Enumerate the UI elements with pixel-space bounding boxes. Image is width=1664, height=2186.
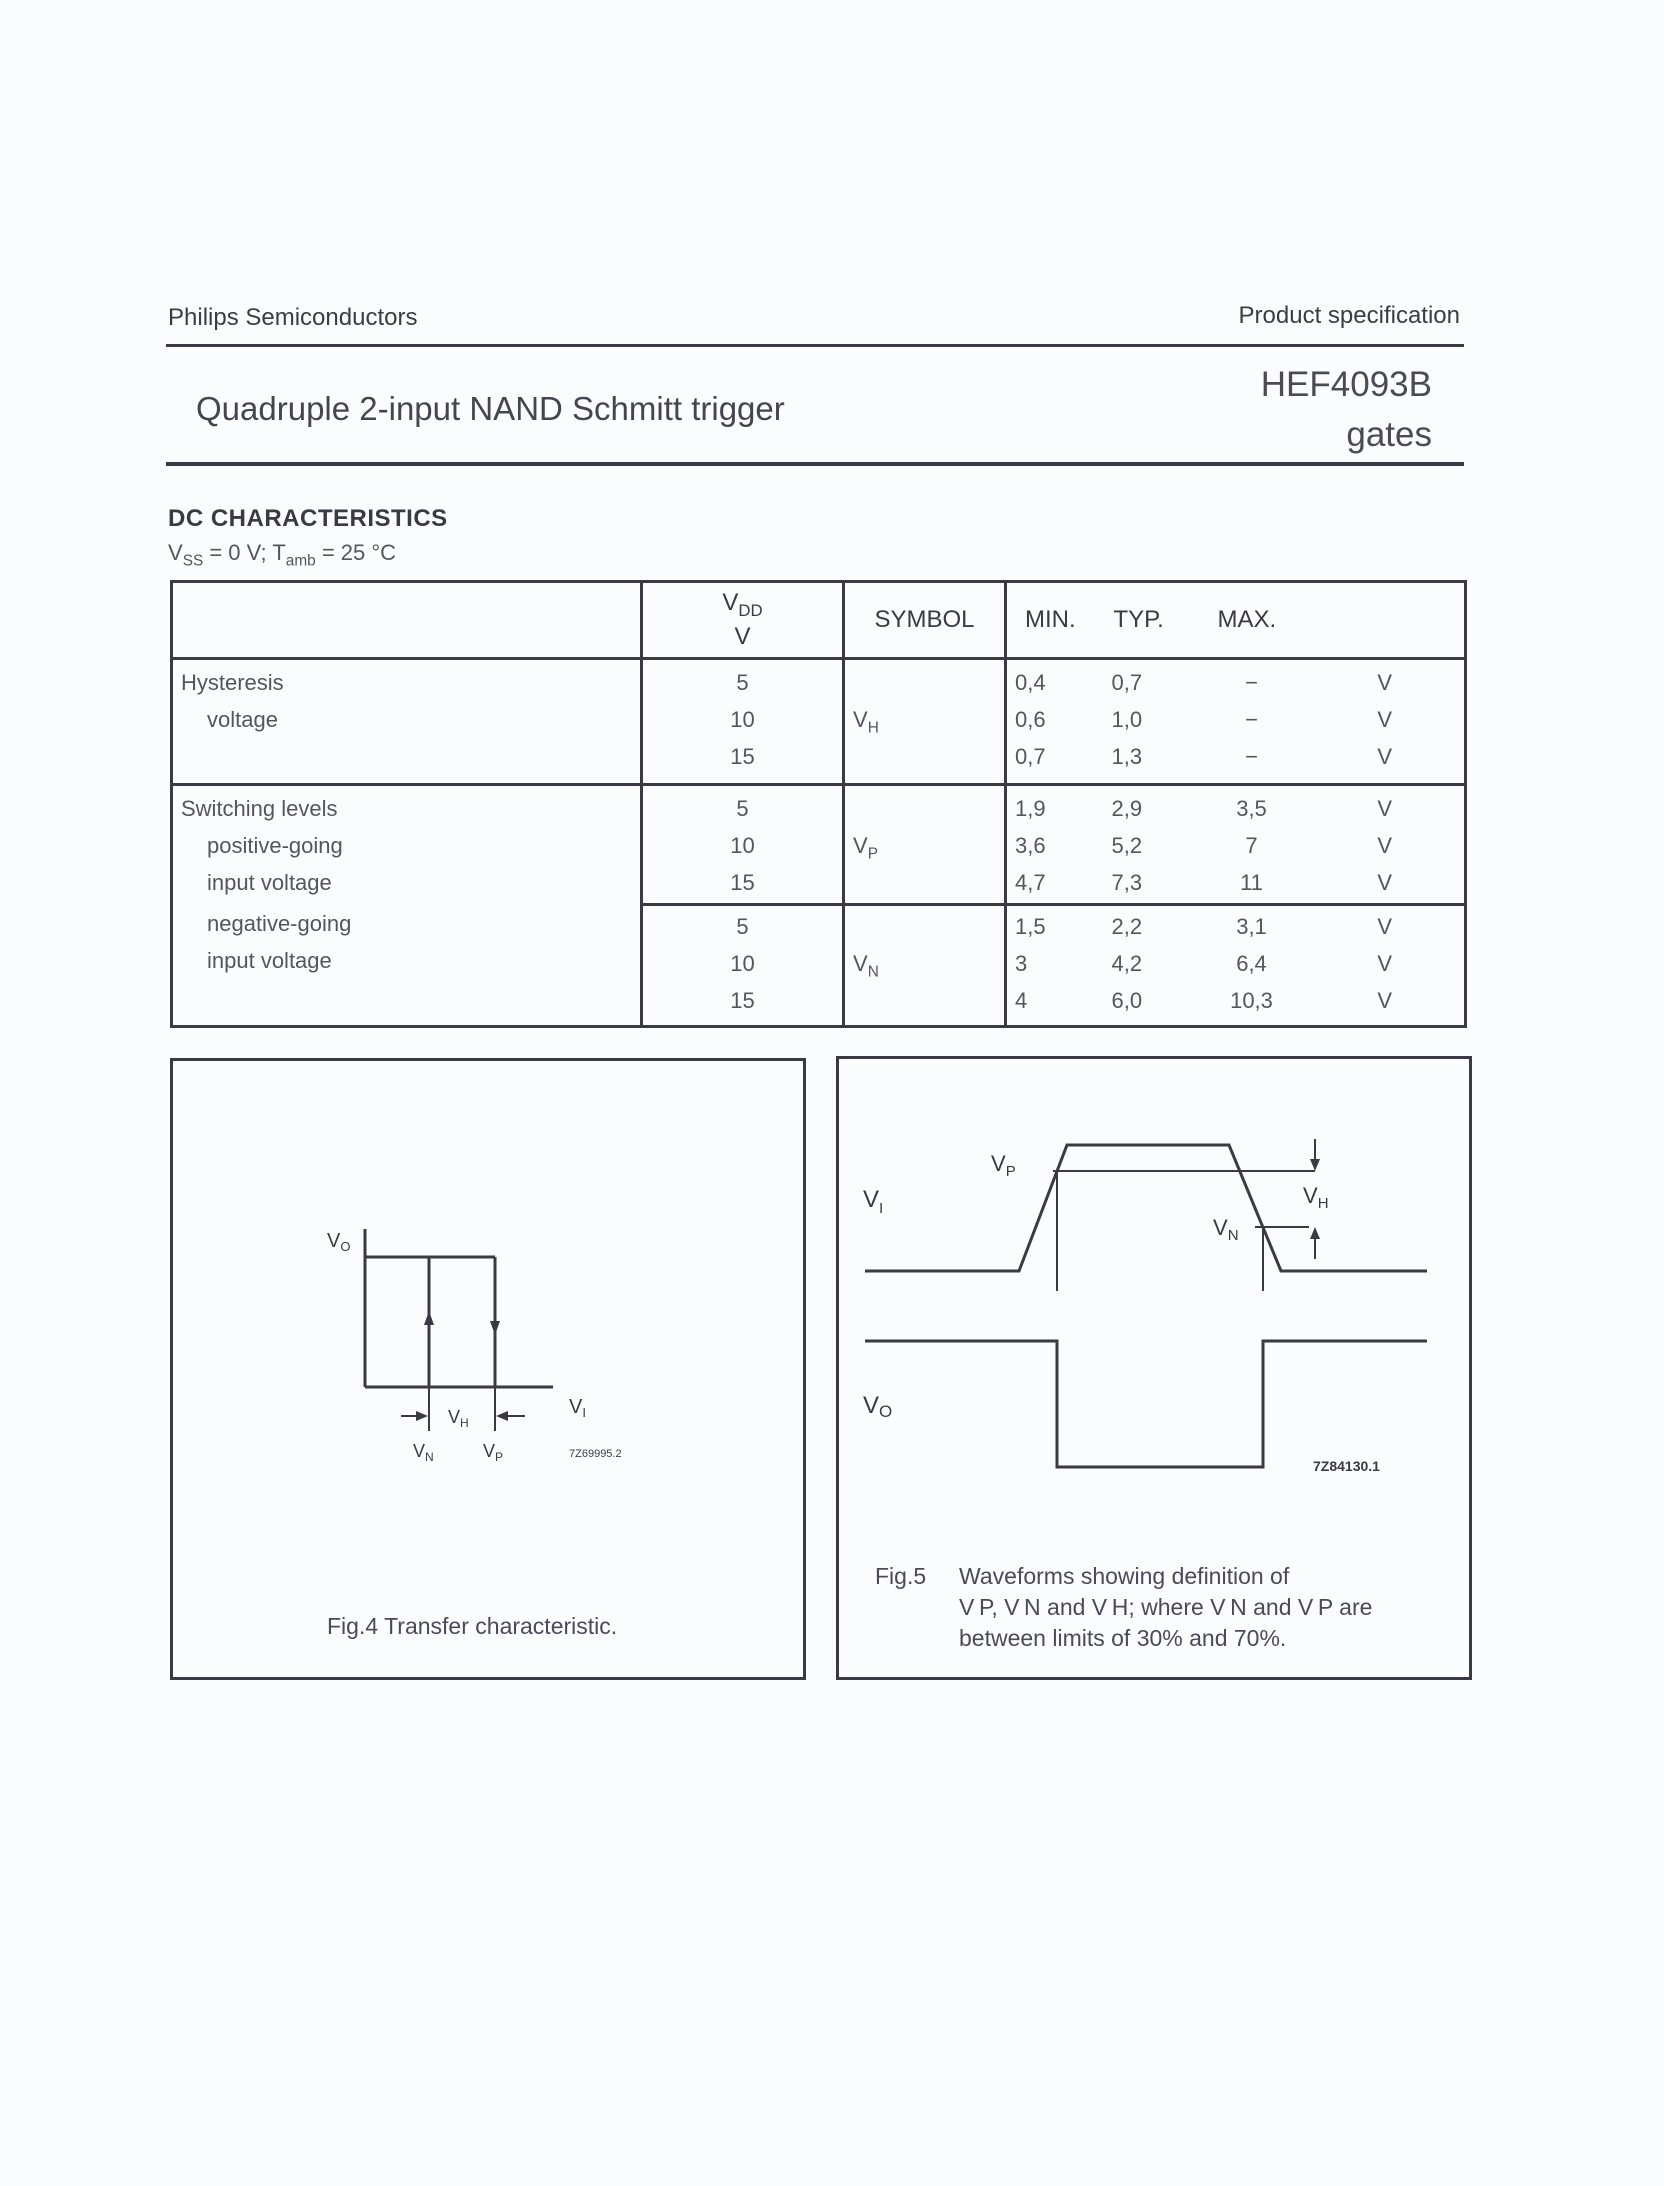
fig4-vi-label: $V_I$ bbox=[569, 1396, 586, 1420]
title-rule bbox=[166, 462, 1464, 466]
fig4-vo-label: $V_O$ bbox=[327, 1230, 351, 1254]
output-waveform bbox=[865, 1341, 1427, 1467]
header-rule bbox=[166, 344, 1464, 347]
param-cell: Switching levels positive-going input voltage bbox=[172, 785, 642, 905]
up-arrow-icon bbox=[424, 1311, 434, 1325]
left-arrow-icon bbox=[496, 1411, 508, 1421]
max-cell: 3,1 6,4 10,3 bbox=[1198, 905, 1306, 1027]
fig4-vp-label: $V_P$ bbox=[483, 1441, 504, 1464]
max-cell: 3,5 7 11 bbox=[1198, 785, 1306, 905]
vdd-cell: 5 10 15 bbox=[642, 785, 844, 905]
param-cell: Hysteresis voltage bbox=[181, 670, 284, 732]
fig4-vn-label: $V_N$ bbox=[413, 1441, 434, 1464]
part-number: HEF4093B bbox=[1260, 365, 1432, 404]
conditions: $V_{SS} = 0$ V; $T_{amb} = 25$ °C bbox=[168, 540, 397, 570]
part-family: gates bbox=[1346, 415, 1432, 454]
header-parameter bbox=[172, 582, 642, 659]
typ-cell: 2,2 4,2 6,0 bbox=[1106, 905, 1198, 1027]
header-min: MIN. bbox=[1006, 582, 1106, 659]
param-cell: negative-going input voltage bbox=[207, 910, 352, 973]
table-row-negative-going bbox=[172, 905, 1466, 1027]
fig4-vh-label: $V_H$ bbox=[448, 1407, 469, 1430]
figure-4-panel bbox=[170, 1058, 806, 1680]
table-row-hysteresis bbox=[172, 659, 1466, 785]
fig5-vi-label: $V_I$ bbox=[863, 1186, 884, 1217]
min-cell: 1,5 3 4 bbox=[1006, 905, 1106, 1027]
header-symbol: SYMBOL bbox=[844, 582, 1006, 659]
fig4-code: 7Z69995.2 bbox=[569, 1448, 622, 1460]
input-waveform bbox=[865, 1145, 1427, 1271]
document-type: Product specification bbox=[1238, 302, 1460, 329]
document-title: Quadruple 2-input NAND Schmitt trigger bbox=[196, 390, 785, 427]
unit-cell: V V V bbox=[1306, 905, 1466, 1027]
section-title: DC CHARACTERISTICS bbox=[168, 505, 448, 532]
header-unit bbox=[1306, 582, 1466, 659]
vdd-cell: 5 10 15 bbox=[642, 659, 844, 785]
header-vdd: $V_{DD}$ V bbox=[642, 582, 844, 659]
fig4-caption: Fig.4 Transfer characteristic. bbox=[327, 1613, 618, 1639]
company-name: Philips Semiconductors bbox=[168, 304, 418, 331]
unit-cell: V V V bbox=[1306, 785, 1466, 905]
fig5-code: 7Z84130.1 bbox=[1313, 1458, 1380, 1474]
dc-characteristics-table bbox=[170, 580, 1467, 1028]
part-block bbox=[1261, 360, 1432, 460]
fig5-vp-label: $V_P$ bbox=[991, 1151, 1016, 1180]
down-arrow-icon bbox=[1310, 1159, 1320, 1171]
down-arrow-icon bbox=[490, 1321, 500, 1335]
vdd-cell: 5 10 15 bbox=[642, 905, 844, 1027]
fig5-vn-label: $V_N$ bbox=[1213, 1215, 1239, 1244]
symbol-cell: $V_P$ bbox=[844, 785, 1006, 905]
right-arrow-icon bbox=[416, 1411, 428, 1421]
fig5-caption-text: Waveforms showing definition of V P, V N and V H; where V N and V P are between limits of 30% and 70%. bbox=[959, 1563, 1373, 1651]
up-arrow-icon bbox=[1310, 1227, 1320, 1239]
fig5-caption-label: Fig.5 bbox=[875, 1563, 927, 1589]
min-cell: 1,9 3,6 4,7 bbox=[1006, 785, 1106, 905]
waveform-diagram bbox=[839, 1059, 1469, 1489]
typ-cell: 0,7 1,0 1,3 bbox=[1111, 670, 1143, 769]
typ-cell: 2,9 5,2 7,3 bbox=[1106, 785, 1198, 905]
header-typ: TYP. bbox=[1106, 582, 1198, 659]
table-row-positive-going bbox=[172, 785, 1466, 905]
min-cell: 0,4 0,6 0,7 bbox=[1006, 659, 1106, 785]
table-header-row bbox=[172, 582, 1466, 659]
unit-cell: V V V bbox=[1377, 670, 1393, 769]
transfer-characteristic-diagram bbox=[173, 1061, 803, 1481]
max-cell: − − − bbox=[1245, 670, 1258, 769]
figure-5-panel bbox=[836, 1056, 1472, 1680]
fig5-vh-label: $V_H$ bbox=[1303, 1183, 1329, 1212]
symbol-cell: $V_N$ bbox=[844, 905, 1006, 1027]
fig5-vo-label: VO bbox=[863, 1392, 893, 1421]
symbol-cell: $V_H$ bbox=[844, 659, 1006, 785]
header-max: MAX. bbox=[1198, 582, 1306, 659]
